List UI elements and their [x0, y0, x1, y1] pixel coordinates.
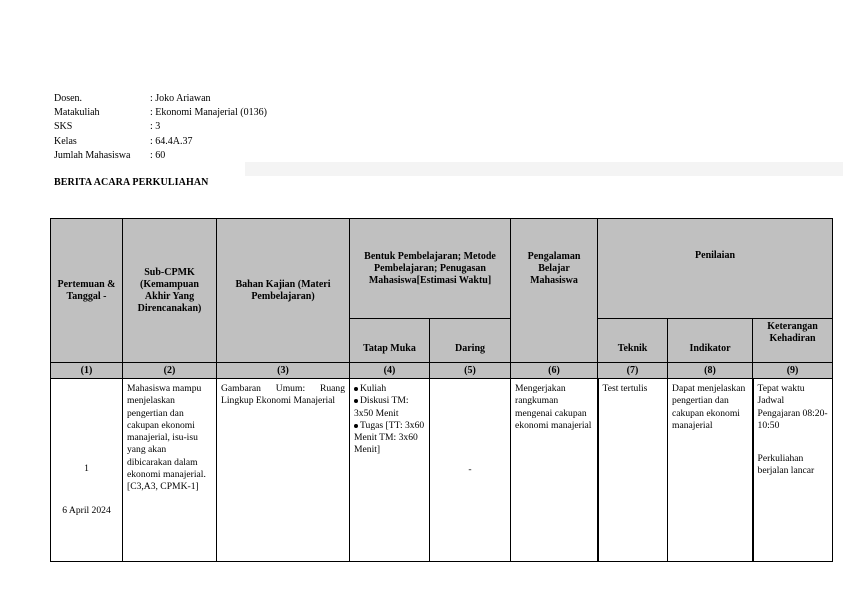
cell-pengalaman: Mengerjakan rangkuman mengenai cakupan ekonomi manajerial: [511, 379, 598, 562]
column-number: (3): [217, 363, 350, 379]
info-label: Kelas: [54, 135, 77, 147]
bullet-icon: [354, 399, 358, 403]
tatap-muka-text: Kuliah: [360, 383, 387, 394]
lecture-report-table: [50, 218, 833, 562]
cell-daring: -: [430, 379, 511, 562]
info-value: : 64.4A.37: [150, 135, 193, 147]
header-keterangan: Keterangan Kehadiran: [753, 319, 833, 363]
header-teknik: Teknik: [598, 319, 668, 363]
header-bentuk-pembelajaran: Bentuk Pembelajaran; Metode Pembelajaran; Penugasan Mahasiswa[Estimasi Waktu]: [350, 219, 511, 319]
cell-teknik: Test tertulis: [598, 379, 668, 562]
info-value: : Ekonomi Manajerial (0136): [150, 107, 267, 119]
cell-keterangan: [753, 379, 833, 562]
column-number: (2): [123, 363, 217, 379]
info-label: Dosen.: [54, 93, 83, 104]
document-title: BERITA ACARA PERKULIAHAN: [54, 177, 209, 188]
background-shade: [245, 162, 843, 176]
tatap-muka-item: [354, 420, 425, 457]
tatap-muka-item: [354, 383, 425, 395]
column-number: (4): [350, 363, 430, 379]
header-subcpmk: Sub-CPMK (Kemampuan Akhir Yang Direncanakan): [123, 219, 217, 363]
keterangan-status: Perkuliahan berjalan lancar: [757, 453, 815, 477]
info-row-jumlah: [54, 149, 267, 163]
info-value: : 3: [150, 121, 161, 133]
bullet-icon: [354, 424, 358, 428]
pertemuan-number: 1: [84, 462, 89, 474]
info-row-sks: [54, 120, 267, 134]
column-number: (6): [511, 363, 598, 379]
header-indikator: Indikator: [668, 319, 753, 363]
keterangan-schedule: Tepat waktu Jadwal Pengajaran 08:20-10:50: [757, 383, 828, 431]
spacer: [758, 432, 829, 453]
header-pertemuan: Pertemuan & Tanggal -: [51, 219, 123, 363]
bullet-icon: [354, 387, 358, 391]
course-info: [54, 92, 267, 163]
column-number-row: [51, 363, 833, 379]
cell-indikator: Dapat menjelaskan pengertian dan cakupan ekonomi manajerial: [668, 379, 753, 562]
tatap-muka-text: Tugas [TT: 3x60 Menit TM: 3x60 Menit]: [354, 419, 425, 456]
cell-bahan-kajian: Gambaran Umum: Ruang Lingkup Ekonomi Manajerial: [217, 379, 350, 562]
header-pengalaman: Pengalaman Belajar Mahasiswa: [511, 219, 598, 363]
column-number: (8): [668, 363, 753, 379]
column-number: (5): [430, 363, 511, 379]
info-row-dosen: [54, 92, 267, 106]
pertemuan-date: 6 April 2024: [62, 505, 111, 516]
column-number: (9): [753, 363, 833, 379]
cell-subcpmk: Mahasiswa mampu menjelaskan pengertian dan cakupan ekonomi manajerial, isu-isu yang akan dibicarakan dalam ekonomi manajerial. [C3,A3, CPMK-1]: [123, 379, 217, 562]
column-number: (1): [51, 363, 123, 379]
info-row-kelas: [54, 135, 267, 149]
header-tatap-muka: Tatap Muka: [350, 319, 430, 363]
table-row: [51, 379, 833, 562]
column-number: (7): [598, 363, 668, 379]
header-daring: Daring: [430, 319, 511, 363]
header-penilaian: Penilaian: [598, 219, 833, 319]
info-label: Jumlah Mahasiswa: [54, 149, 131, 161]
tatap-muka-item: [354, 395, 425, 420]
cell-tatap-muka: [350, 379, 430, 562]
info-label: SKS: [54, 121, 73, 133]
header-bahan-kajian: Bahan Kajian (Materi Pembelajaran): [217, 219, 350, 363]
info-value: : Joko Ariawan: [150, 93, 211, 104]
cell-pertemuan: [51, 379, 123, 562]
info-label: Matakuliah: [54, 107, 100, 119]
info-row-matakuliah: [54, 106, 267, 120]
info-value: : 60: [150, 149, 166, 161]
tatap-muka-text: Diskusi TM: 3x50 Menit: [354, 395, 409, 419]
